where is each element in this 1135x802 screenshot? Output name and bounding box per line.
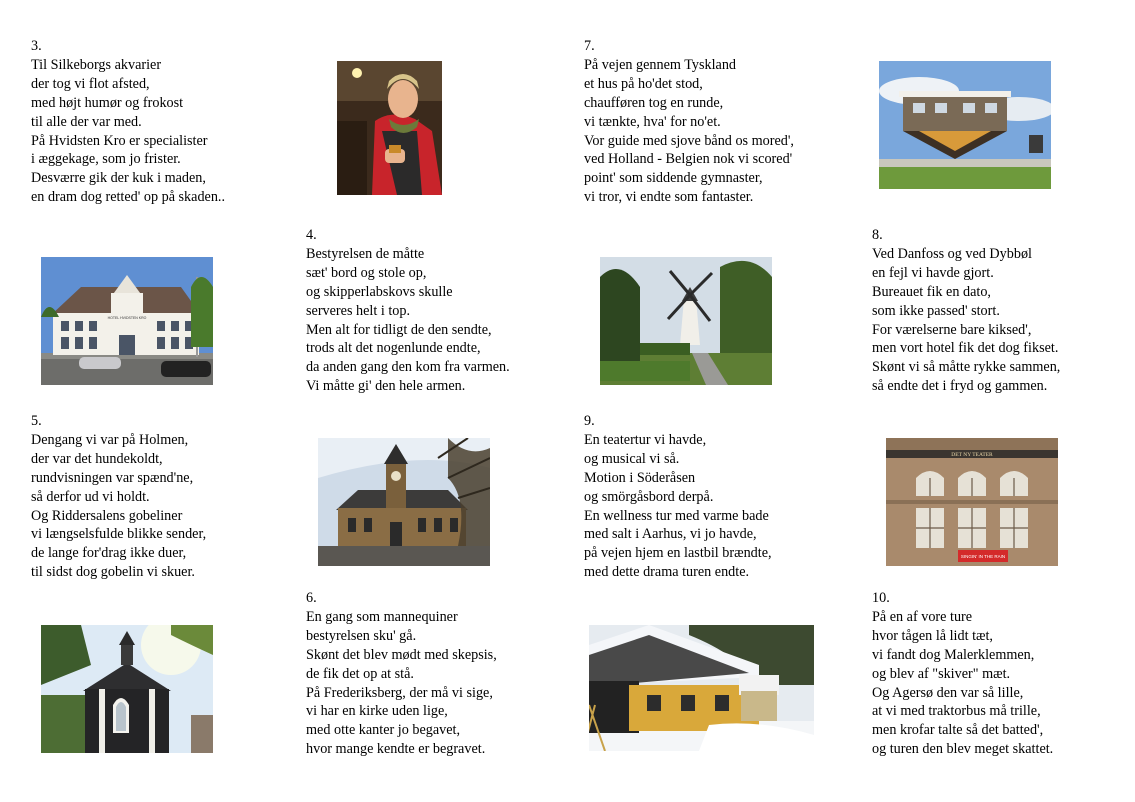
verse-line: da anden gang den kom fra varmen.: [306, 359, 510, 376]
verse-line: med højt humør og frokost: [31, 94, 184, 111]
theater-sign-text: DET NY TEATER: [951, 452, 993, 458]
photo-windmill: [600, 257, 772, 385]
verse-line: så derfor ud vi holdt.: [31, 488, 150, 505]
verse-10: [872, 589, 1053, 759]
verse-number: 6.: [306, 590, 317, 606]
verse-line: På Frederiksberg, der må vi sige,: [306, 684, 493, 701]
verse-9: [584, 412, 772, 582]
verse-line: vi tænkte, hva' for no'et.: [584, 113, 721, 130]
verse-7: [584, 37, 794, 207]
verse-line: der var det hundekoldt,: [31, 450, 163, 467]
verse-line: Vi måtte gi' den hele armen.: [306, 378, 466, 395]
photo-upside-down-house: [879, 61, 1051, 189]
verse-line: at vi med traktorbus må trille,: [872, 703, 1041, 720]
verse-line: Skønt det blev mødt med skepsis,: [306, 646, 497, 663]
verse-number: 9.: [584, 413, 595, 429]
photo-woman-serving: [337, 61, 442, 195]
verse-line: og blev af "skiver" mæt.: [872, 665, 1011, 682]
verse-8: [872, 226, 1060, 396]
verse-line: og turen den blev meget skattet.: [872, 741, 1054, 758]
photo-octagonal-church: [41, 625, 213, 753]
photo-town-hall-tower: [318, 438, 490, 566]
verse-line: vi fandt dog Malerklemmen,: [872, 646, 1035, 663]
verse-line: Ved Danfoss og ved Dybbøl: [872, 245, 1032, 262]
verse-number: 8.: [872, 227, 883, 243]
verse-line: vi har en kirke uden lige,: [306, 703, 448, 720]
verse-line: For værelserne bare kiksed',: [872, 321, 1032, 338]
verse-line: så endte det i fryd og gammen.: [872, 378, 1048, 395]
verse-line: Dengang vi var på Holmen,: [31, 431, 189, 448]
verse-line: vi tror, vi endte som fantaster.: [584, 189, 754, 206]
verse-line: hvor mange kendte er begravet.: [306, 741, 486, 758]
verse-line: På vejen gennem Tyskland: [584, 56, 737, 73]
verse-line: der tog vi flot afsted,: [31, 75, 150, 92]
photo-det-ny-teater: [886, 438, 1058, 566]
verse-line: Motion i Söderåsen: [584, 469, 696, 486]
musical-banner-text: SINGIN' IN THE RAIN: [960, 554, 1006, 559]
verse-3: [31, 37, 225, 207]
verse-line: vi længselsfulde blikke sender,: [31, 526, 207, 543]
verse-line: På en af vore ture: [872, 608, 973, 625]
verse-line: Skønt vi så måtte rykke sammen,: [872, 359, 1061, 376]
verse-line: trods alt det nogenlunde endte,: [306, 340, 481, 357]
verse-line: Desværre gik der kuk i maden,: [31, 170, 206, 187]
verse-number: 5.: [31, 413, 42, 429]
verse-line: en dram dog retted' op på skaden..: [31, 189, 226, 206]
verse-line: som ikke passed' stort.: [872, 302, 1000, 319]
verse-number: 7.: [584, 38, 595, 54]
verse-line: i æggekage, som jo frister.: [31, 151, 181, 168]
verse-number: 10.: [872, 590, 890, 606]
verse-line: En teatertur vi havde,: [584, 431, 707, 448]
verse-line: til sidst dog gobelin vi skuer.: [31, 564, 195, 581]
verse-line: sæt' bord og stole op,: [306, 264, 427, 281]
verse-line: til alle der var med.: [31, 113, 142, 130]
verse-line: Men alt for tidligt de den sendte,: [306, 321, 492, 338]
verse-line: og musical vi så.: [584, 450, 680, 467]
verse-line: og skipperlabskovs skulle: [306, 283, 453, 300]
verse-number: 3.: [31, 38, 42, 54]
verse-line: Vor guide med sjove bånd os mored',: [584, 132, 794, 149]
verse-line: med dette drama turen endte.: [584, 564, 750, 581]
verse-line: men vort hotel fik det dog fikset.: [872, 340, 1059, 357]
verse-line: en fejl vi havde gjort.: [872, 264, 994, 281]
verse-line: på vejen hjem en lastbil brændte,: [584, 545, 772, 562]
verse-6: [306, 589, 497, 759]
verse-line: chaufføren tog en runde,: [584, 94, 724, 111]
verse-line: Bestyrelsen de måtte: [306, 245, 425, 262]
hotel-sign-text: HOTEL HVIDSTEN KRO: [107, 316, 147, 320]
verse-4: [306, 226, 510, 396]
verse-line: men krofar talte så det batted',: [872, 722, 1044, 739]
verse-line: hvor tågen lå lidt tæt,: [872, 627, 993, 644]
verse-line: En gang som mannequiner: [306, 608, 458, 625]
verse-line: serveres helt i top.: [306, 302, 411, 319]
verse-line: Bureauet fik en dato,: [872, 283, 991, 300]
verse-line: bestyrelsen sku' gå.: [306, 627, 417, 644]
verse-line: med otte kanter jo begavet,: [306, 722, 461, 739]
photo-hotel-hvidsten-kro: [41, 257, 213, 385]
verse-line: Til Silkeborgs akvarier: [31, 56, 162, 73]
verse-line: og smörgåsbord derpå.: [584, 488, 714, 505]
verse-line: En wellness tur med varme bade: [584, 507, 769, 524]
verse-line: de fik det op at stå.: [306, 665, 414, 682]
verse-5: [31, 412, 206, 582]
verse-line: de lange for'drag ikke duer,: [31, 545, 187, 562]
verse-line: et hus på ho'det stod,: [584, 75, 703, 92]
verse-line: Og Agersø den var så lille,: [872, 684, 1024, 701]
verse-number: 4.: [306, 227, 317, 243]
verse-line: rundvisningen var spænd'ne,: [31, 469, 194, 486]
verse-line: På Hvidsten Kro er specialister: [31, 132, 208, 149]
verse-line: point' som siddende gymnaster,: [584, 170, 763, 187]
verse-line: Og Riddersalens gobeliner: [31, 507, 183, 524]
verse-line: med salt i Aarhus, vi jo havde,: [584, 526, 757, 543]
verse-line: ved Holland - Belgien nok vi scored': [584, 151, 793, 168]
photo-snowy-house: [589, 625, 814, 751]
